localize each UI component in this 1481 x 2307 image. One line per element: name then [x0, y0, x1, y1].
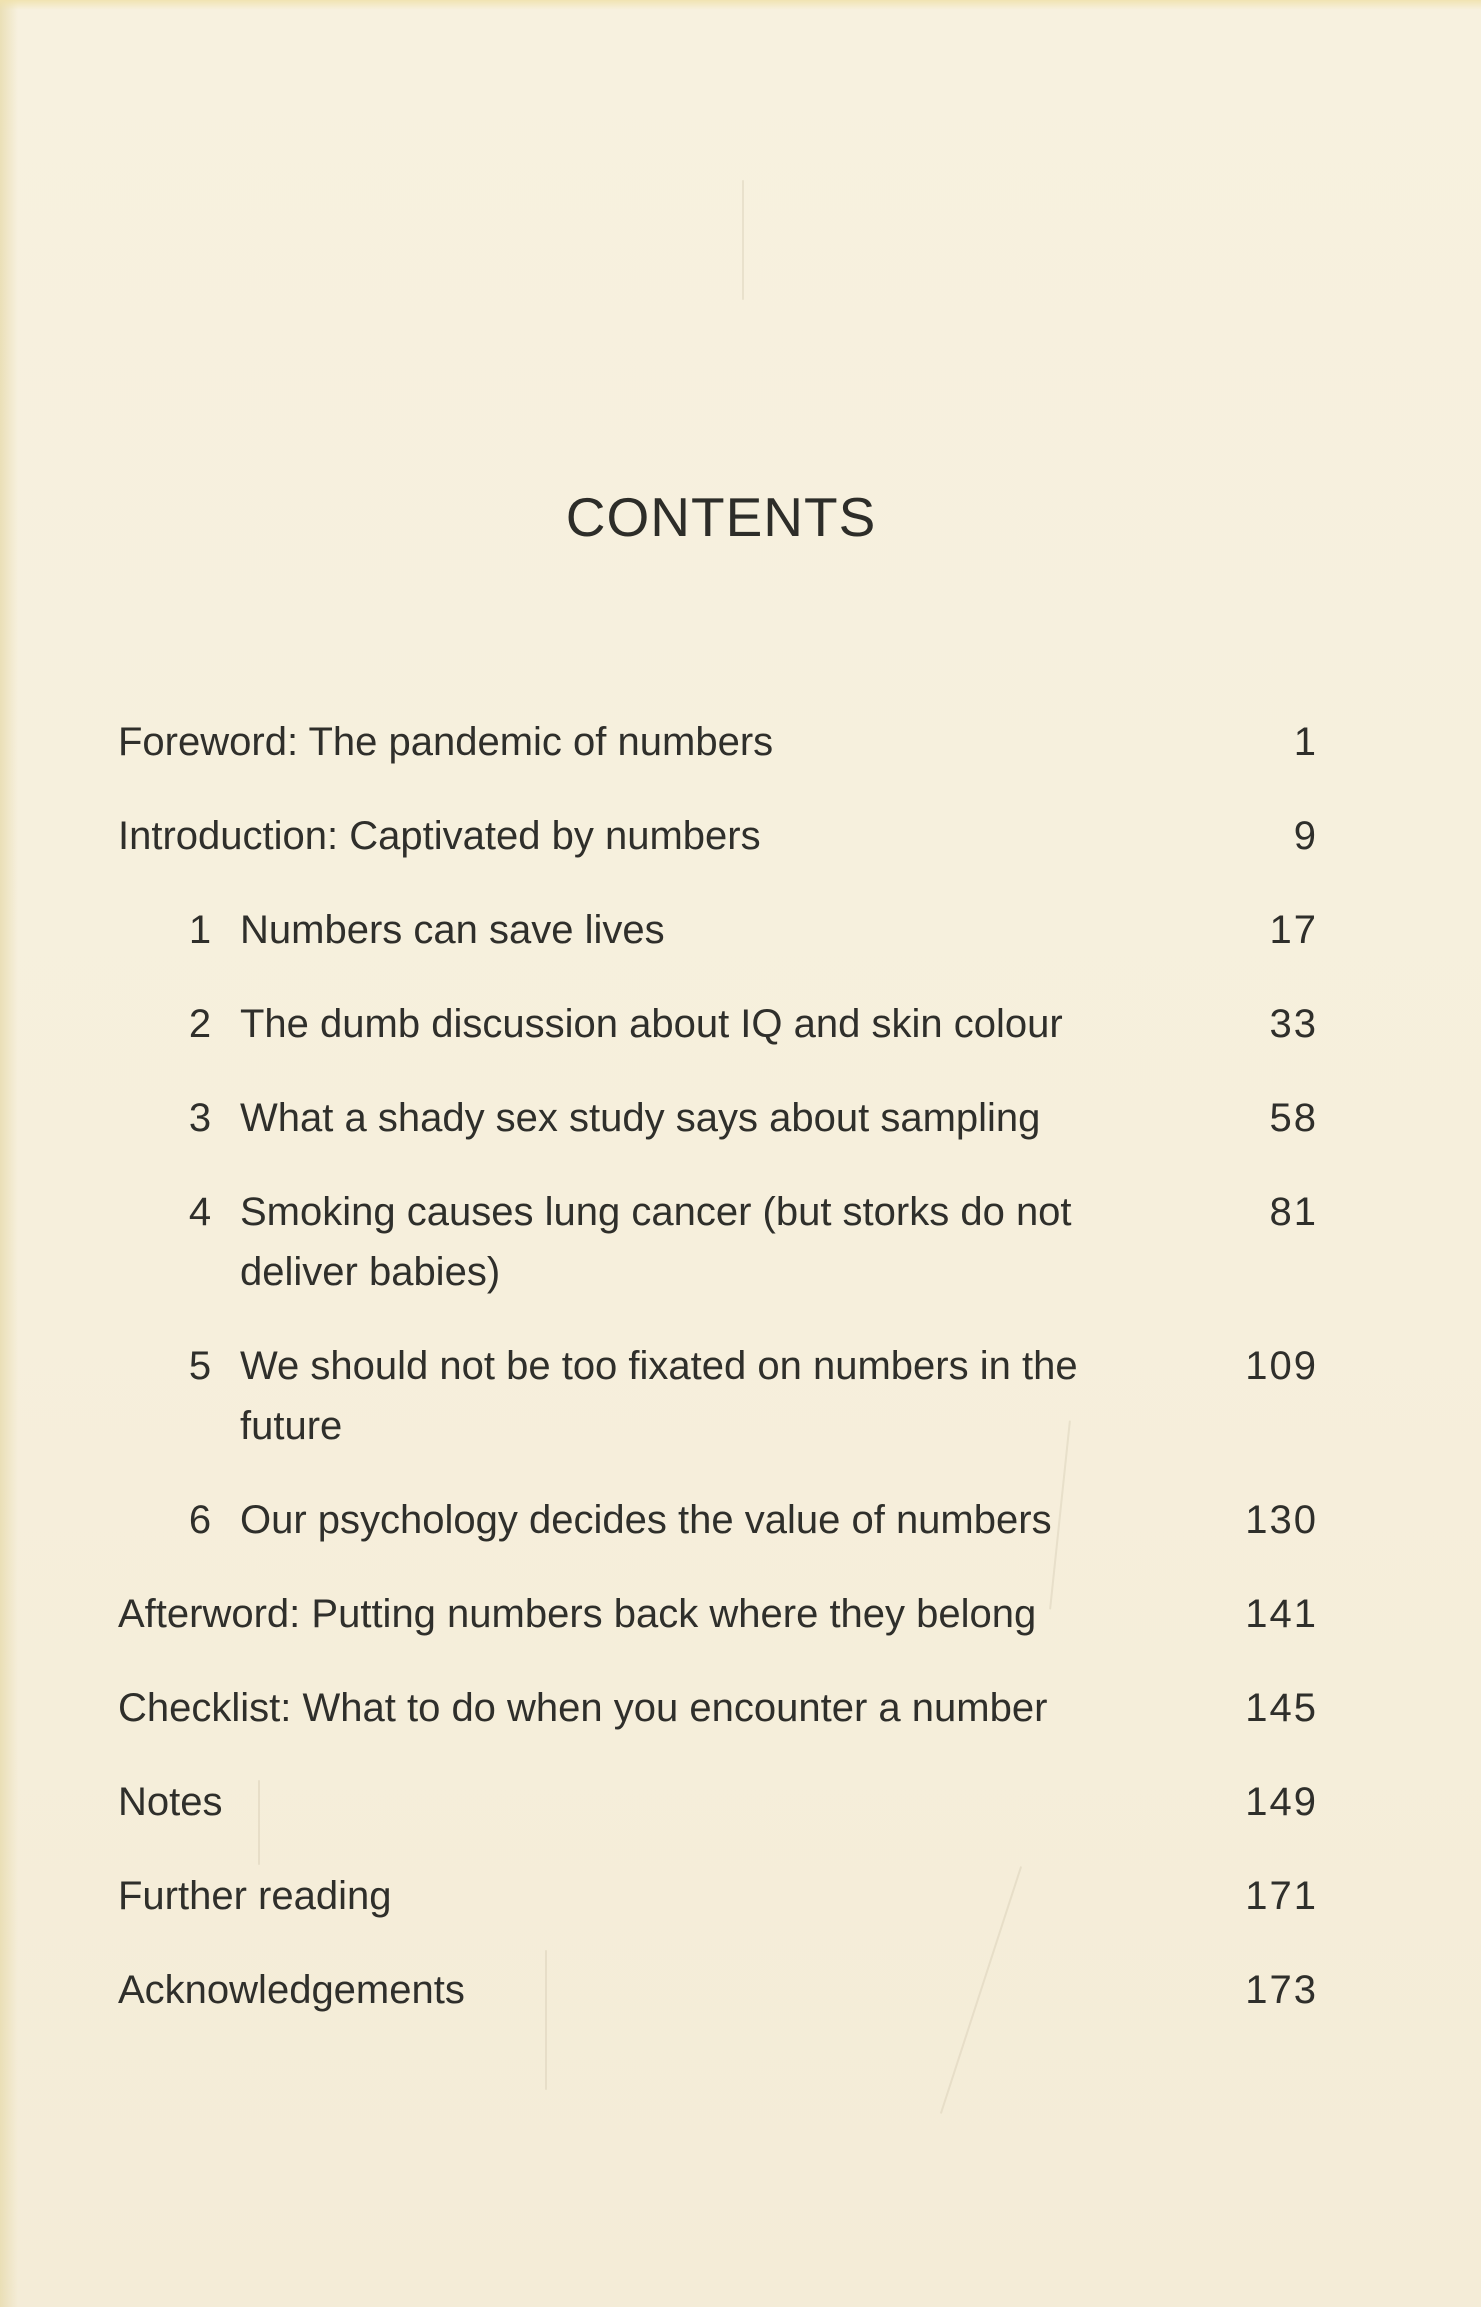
toc-entry-title: We should not be too fixated on numbers in the future — [240, 1344, 1078, 1448]
toc-entry-chapter-2 — [118, 994, 1318, 1054]
toc-page-number: 81 — [1269, 1190, 1318, 1234]
chapter-number: 3 — [188, 1096, 212, 1140]
toc-entry-title: Acknowledgements — [118, 1968, 465, 2012]
toc-page-number: 9 — [1293, 814, 1318, 858]
toc-page-number: 145 — [1245, 1686, 1318, 1730]
toc-entry-title: Further reading — [118, 1874, 392, 1918]
toc-entry-title: Introduction: Captivated by numbers — [118, 814, 761, 858]
toc-entry-title: Foreword: The pandemic of numbers — [118, 720, 774, 764]
table-of-contents — [118, 712, 1318, 2054]
paper-left-edge — [0, 0, 18, 2307]
toc-entry-title: Our psychology decides the value of numbers — [240, 1498, 1052, 1542]
toc-entry-checklist — [118, 1678, 1318, 1738]
toc-entry-title: Smoking causes lung cancer (but storks do not deliver babies) — [240, 1190, 1072, 1294]
toc-entry-chapter-6 — [118, 1490, 1318, 1550]
chapter-number: 2 — [188, 1002, 212, 1046]
toc-page-number: 149 — [1245, 1780, 1318, 1824]
toc-page-number: 58 — [1269, 1096, 1318, 1140]
toc-entry-title: Checklist: What to do when you encounter a number — [118, 1686, 1048, 1730]
toc-entry-title: Notes — [118, 1780, 223, 1824]
toc-page-number: 141 — [1245, 1592, 1318, 1636]
toc-entry-title: Afterword: Putting numbers back where they belong — [118, 1592, 1037, 1636]
toc-entry-chapter-3 — [118, 1088, 1318, 1148]
toc-entry-further-reading — [118, 1866, 1318, 1926]
toc-entry-notes — [118, 1772, 1318, 1832]
chapter-number: 4 — [188, 1190, 212, 1234]
toc-page-number: 109 — [1245, 1344, 1318, 1388]
toc-page-number: 33 — [1269, 1002, 1318, 1046]
toc-page-number: 17 — [1269, 908, 1318, 952]
paper-top-edge — [0, 0, 1481, 10]
chapter-number: 1 — [188, 908, 212, 952]
toc-entry-acknowledgements — [118, 1960, 1318, 2020]
toc-entry-foreword — [118, 712, 1318, 772]
toc-entry-chapter-4 — [118, 1182, 1318, 1302]
toc-entry-chapter-5 — [118, 1336, 1318, 1456]
toc-page-number: 171 — [1245, 1874, 1318, 1918]
toc-page-number: 130 — [1245, 1498, 1318, 1542]
chapter-number: 6 — [188, 1498, 212, 1542]
chapter-number: 5 — [188, 1344, 212, 1388]
toc-page-number: 1 — [1293, 720, 1318, 764]
toc-entry-afterword — [118, 1584, 1318, 1644]
toc-entry-title: The dumb discussion about IQ and skin colour — [240, 1002, 1063, 1046]
toc-entry-title: What a shady sex study says about sampling — [240, 1096, 1041, 1140]
page-title: CONTENTS — [565, 485, 877, 548]
toc-entry-introduction — [118, 806, 1318, 866]
toc-page-number: 173 — [1245, 1968, 1318, 2012]
paper-crease — [742, 180, 744, 300]
toc-entry-chapter-1 — [118, 900, 1318, 960]
toc-entry-title: Numbers can save lives — [240, 908, 665, 952]
